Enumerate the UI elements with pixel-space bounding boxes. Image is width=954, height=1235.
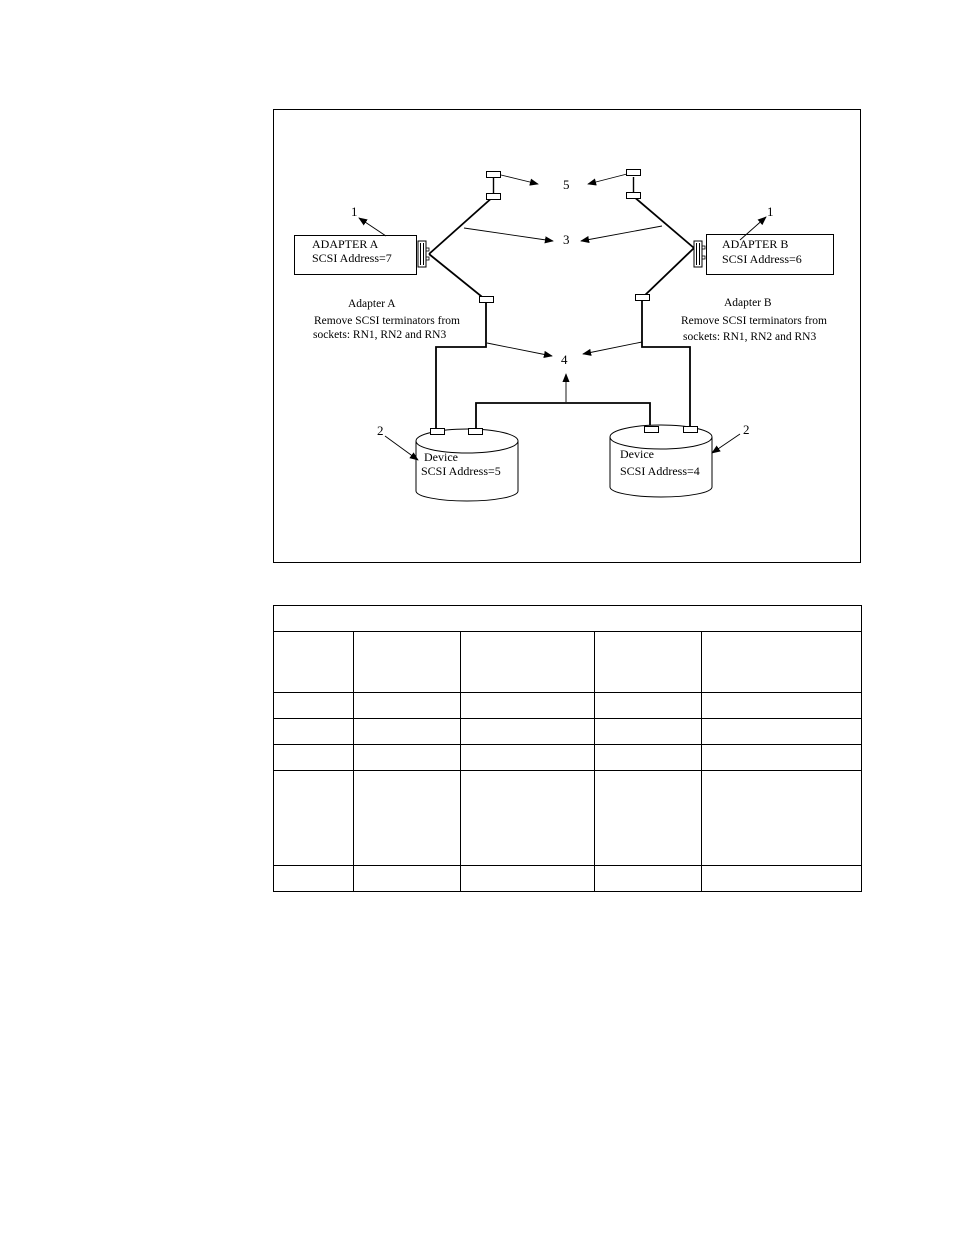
- adapter-a-note-line1: Remove SCSI terminators from: [314, 315, 460, 327]
- table-cell: [702, 719, 862, 745]
- table-row: [274, 771, 862, 866]
- callout-3: 3: [563, 232, 570, 247]
- table-cell: [274, 745, 354, 771]
- table-cell: [274, 719, 354, 745]
- device-right: [610, 425, 712, 497]
- table-cell: [702, 745, 862, 771]
- table-row: [274, 866, 862, 892]
- callout-5: 5: [563, 177, 570, 192]
- callout-4: 4: [561, 352, 568, 367]
- adapter-b-name: ADAPTER B: [722, 237, 789, 251]
- adapter-b-caption: Adapter B: [724, 297, 772, 309]
- arrow-5-right: [588, 174, 627, 184]
- arrow-5-left: [501, 175, 538, 184]
- scsi-cables: [429, 196, 694, 428]
- table-cell: [354, 866, 461, 892]
- device-left-port-2: [469, 429, 483, 435]
- table-cell: [354, 771, 461, 866]
- terminator-left: [487, 172, 501, 200]
- table-cell: [274, 866, 354, 892]
- table-cell: [595, 632, 702, 693]
- table-cell: [461, 693, 595, 719]
- callout-2-left: 2: [377, 423, 384, 438]
- adapter-b-address: SCSI Address=6: [722, 252, 802, 266]
- adapter-a-address: SCSI Address=7: [312, 251, 392, 265]
- arrow-1-left: [359, 218, 386, 236]
- callout-1-right: 1: [767, 204, 774, 219]
- device-right-name: Device: [620, 447, 654, 461]
- table-cell: [702, 866, 862, 892]
- table-row: [274, 745, 862, 771]
- connector-left-mid: [480, 297, 494, 303]
- table-cell: [354, 719, 461, 745]
- arrow-3-right: [581, 226, 662, 241]
- adapter-b: [694, 235, 834, 275]
- table-cell: [595, 693, 702, 719]
- table-cell: [274, 632, 354, 693]
- device-right-address: SCSI Address=4: [620, 464, 700, 478]
- arrow-2-right: [712, 434, 740, 453]
- table-column-header-row: [274, 632, 862, 693]
- cable-adapter-b-to-terminator: [633, 196, 694, 248]
- device-left-name: Device: [424, 450, 458, 464]
- cable-device-to-device: [476, 403, 650, 428]
- adapter-b-connector: [694, 241, 702, 267]
- table-cell: [354, 693, 461, 719]
- table-cell: [461, 771, 595, 866]
- device-left: [416, 429, 518, 502]
- callout-1-left: 1: [351, 204, 358, 219]
- table-row: [274, 693, 862, 719]
- table-cell: [595, 866, 702, 892]
- adapter-a-name: ADAPTER A: [312, 237, 379, 251]
- table-cell: [354, 632, 461, 693]
- arrow-3-left: [464, 228, 553, 241]
- adapter-a-connector: [418, 241, 426, 267]
- table-row: [274, 719, 862, 745]
- connector-right-mid: [636, 295, 650, 301]
- table-cell: [274, 771, 354, 866]
- table-cell: [595, 719, 702, 745]
- table-cell: [702, 632, 862, 693]
- device-right-port-1: [645, 427, 659, 433]
- table-cell: [595, 771, 702, 866]
- reference-table: [273, 605, 862, 892]
- adapter-b-note-line1: Remove SCSI terminators from: [681, 315, 827, 327]
- callout-2-right: 2: [743, 422, 750, 437]
- arrow-2-left: [385, 436, 418, 460]
- table-caption-cell: [274, 606, 862, 632]
- table-cell: [274, 693, 354, 719]
- table-header-row: [274, 606, 862, 632]
- table-cell: [461, 632, 595, 693]
- table-cell: [461, 719, 595, 745]
- adapter-b-note-line2: sockets: RN1, RN2 and RN3: [683, 331, 817, 343]
- cable-adapter-a-to-device-left: [429, 254, 486, 428]
- device-left-address: SCSI Address=5: [421, 464, 501, 478]
- device-right-port-2: [684, 427, 698, 433]
- table-cell: [354, 745, 461, 771]
- device-left-port-1: [431, 429, 445, 435]
- arrow-4-left: [487, 343, 552, 356]
- table-cell: [702, 693, 862, 719]
- adapter-a-caption: Adapter A: [348, 298, 396, 310]
- table-cell: [461, 866, 595, 892]
- terminator-right: [627, 170, 641, 199]
- table-cell: [461, 745, 595, 771]
- table-cell: [702, 771, 862, 866]
- arrow-4-right: [583, 342, 642, 354]
- cable-adapter-a-to-terminator: [429, 196, 494, 254]
- table-cell: [595, 745, 702, 771]
- adapter-a: [295, 236, 430, 275]
- adapter-a-note-line2: sockets: RN1, RN2 and RN3: [313, 329, 447, 341]
